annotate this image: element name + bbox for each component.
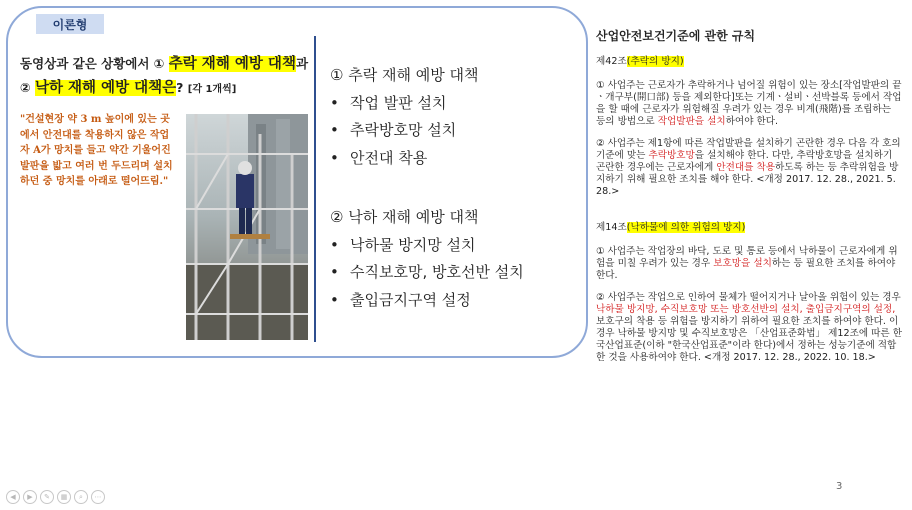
scenario-quote: "건설현장 약 3 m 높이에 있는 곳에서 안전대를 착용하지 않은 작업자 A가 망치를 들고 약간 기울어진 발판을 밟고 여러 번 두드리며 설치하던 중 망치를 아래로 떨어뜨림."	[20, 114, 173, 187]
article-42-paragraph-1: ① 사업주는 근로자가 추락하거나 넘어질 위험이 있는 장소[작업발판의 끝ㆍ개구부(開口部) 등을 제외한다]또는 기계ㆍ설비ㆍ선박블록 등에서 작업을 할 때에 근로자가 위험해질 우려가 있는 경우 비계(飛階)를 조립하는 등의 방법으로 작업발판을 설치하여야 한다.	[596, 80, 902, 127]
article-14-paragraph-1: ① 사업주는 작업장의 바닥, 도로 및 통로 등에서 낙하물이 근로자에게 위험을 미칠 우려가 있는 경우 보호망을 설치하는 등 필요한 조치를 하여야 한다.	[596, 246, 898, 281]
article-14-paragraph-2: ② 사업주는 작업으로 인하여 물체가 떨어지거나 날아올 위험이 있는 경우 낙하물 방지망, 수직보호망 또는 방호선반의 설치, 출입금지구역의 설정, 보호구의 착용 등 위험을 방지하기 위하여 필요한 조치를 하여야 한다. 이 경우 낙하물 방지망 및 수직보호망은 「산업표준화법」 제12조에 따른 한국산업표준(이하 "한국산업표준"이라 한다)에서 정하는 성능기준에 적합한 것을 사용하여야 한다. <개정 2017. 12. 28., 2022. 10. 18.>	[596, 292, 903, 363]
pen-icon[interactable]: ✎	[40, 490, 54, 504]
question-text: 과	[295, 56, 309, 71]
question-highlight-2: 낙하 재해 예방 대책은	[34, 80, 177, 96]
question-line-1	[20, 52, 308, 73]
fall-prevention-list	[330, 62, 478, 172]
slideshow-controls	[6, 490, 105, 504]
article-42-paragraph-2: ② 사업주는 제1항에 따른 작업발판을 설치하기 곤란한 경우 다음 각 호의 기준에 맞는 추락방호망을 설치해야 한다. 다만, 추락방호망을 설치하기 곤란한 경우에는 근로자에게 안전대를 착용하도록 하는 등 추락위험을 방지하기 위해 필요한 조치를 해야 한다. <개정 2017. 12. 28., 2021. 5. 28.>	[596, 138, 901, 197]
scaffold-illustration	[186, 114, 308, 340]
question-line-2	[20, 76, 236, 97]
list-heading: ① 추락 재해 예방 대책	[330, 66, 479, 84]
page-number: 3	[836, 481, 843, 492]
list-item: • 안전대 착용	[330, 148, 428, 167]
list-item: • 작업 발판 설치	[330, 93, 447, 112]
notes-title: 산업안전보건기준에 관한 규칙	[596, 29, 756, 43]
list-item: • 출입금지구역 설정	[330, 290, 471, 309]
list-heading: ② 낙하 재해 예방 대책	[330, 208, 479, 226]
scaffold-photo	[186, 114, 308, 340]
regulation-notes	[596, 30, 902, 374]
question-text: ?	[176, 80, 188, 95]
prev-icon[interactable]: ◀	[6, 490, 20, 504]
list-item: • 낙하물 방지망 설치	[330, 235, 476, 254]
question-note: [각 1개씩]	[187, 84, 237, 95]
question-highlight-1: 추락 재해 예방 대책	[168, 56, 296, 72]
question-text: ②	[20, 80, 35, 95]
article-42-heading: 제42조(추락의 방지)	[596, 56, 684, 67]
falling-object-list	[330, 204, 524, 314]
question-text: 동영상과 같은 상황에서 ①	[20, 56, 169, 71]
next-icon[interactable]: ▶	[23, 490, 37, 504]
zoom-icon[interactable]: ⌕	[74, 490, 88, 504]
list-item: • 수직보호망, 방호선반 설치	[330, 263, 524, 282]
article-14-heading: 제14조(낙하물에 의한 위험의 방지)	[596, 222, 746, 233]
list-item: • 추락방호망 설치	[330, 121, 457, 140]
more-icon[interactable]: ⋯	[91, 490, 105, 504]
slides-icon[interactable]: ▦	[57, 490, 71, 504]
column-divider	[314, 36, 316, 342]
type-tag: 이론형	[36, 14, 104, 34]
